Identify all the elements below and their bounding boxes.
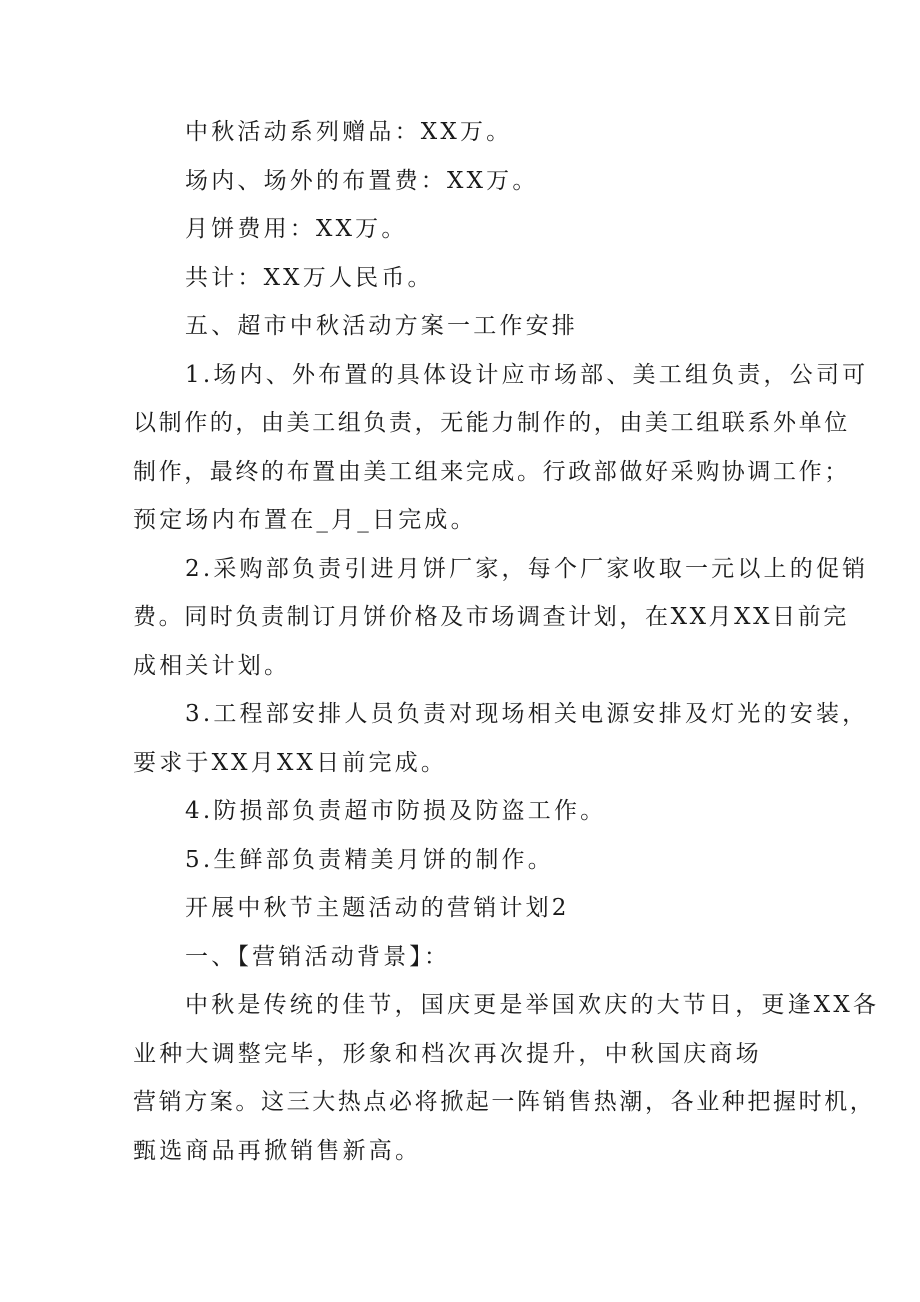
text-line: 业种大调整完毕，形象和档次再次提升，中秋国庆商场 [133,1040,762,1067]
section-heading: 五、超市中秋活动方案一工作安排 [185,313,578,339]
text-line: 3.工程部安排人员负责对现场相关电源安排及灯光的安装， [185,701,869,727]
text-line: 甄选商品再掀销售新高。 [133,1137,422,1164]
text-line: 要求于XX月XX日前完成。 [133,749,448,776]
text-line: 月饼费用：XX万。 [185,216,408,242]
text-line: 以制作的，由美工组负责，无能力制作的，由美工组联系外单位 [133,410,850,436]
text-line: 4.防损部负责超市防损及防盗工作。 [185,798,607,824]
document-body [133,108,880,1175]
text-line: 5.生鲜部负责精美月饼的制作。 [185,846,554,873]
text-line: 场内、场外的布置费：XX万。 [185,167,539,194]
text-line: 费。同时负责制订月饼价格及市场调查计划，在XX月XX日前完 [133,604,849,630]
text-line: 制作，最终的布置由美工组来完成。行政部做好采购协调工作； [133,458,850,485]
text-line: 2.采购部负责引进月饼厂家，每个厂家收取一元以上的促销 [185,555,869,582]
text-line: 中秋活动系列赠品：XX万。 [185,119,513,145]
section-heading: 一、【营销活动背景】： [185,943,451,970]
text-line: 营销方案。这三大热点必将掀起一阵销售热潮，各业种把握时机， [133,1089,876,1115]
text-line: 成相关计划。 [133,652,291,679]
text-line: 中秋是传统的佳节，国庆更是举国欢庆的大节日，更逢XX各 [185,992,880,1018]
text-line: 共计：XX万人民币。 [185,264,434,291]
section-heading: 开展中秋节主题活动的营销计划2 [185,895,570,921]
text-line: 预定场内布置在_月_日完成。 [133,507,477,533]
text-line: 1.场内、外布置的具体设计应市场部、美工组负责，公司可 [185,361,869,388]
